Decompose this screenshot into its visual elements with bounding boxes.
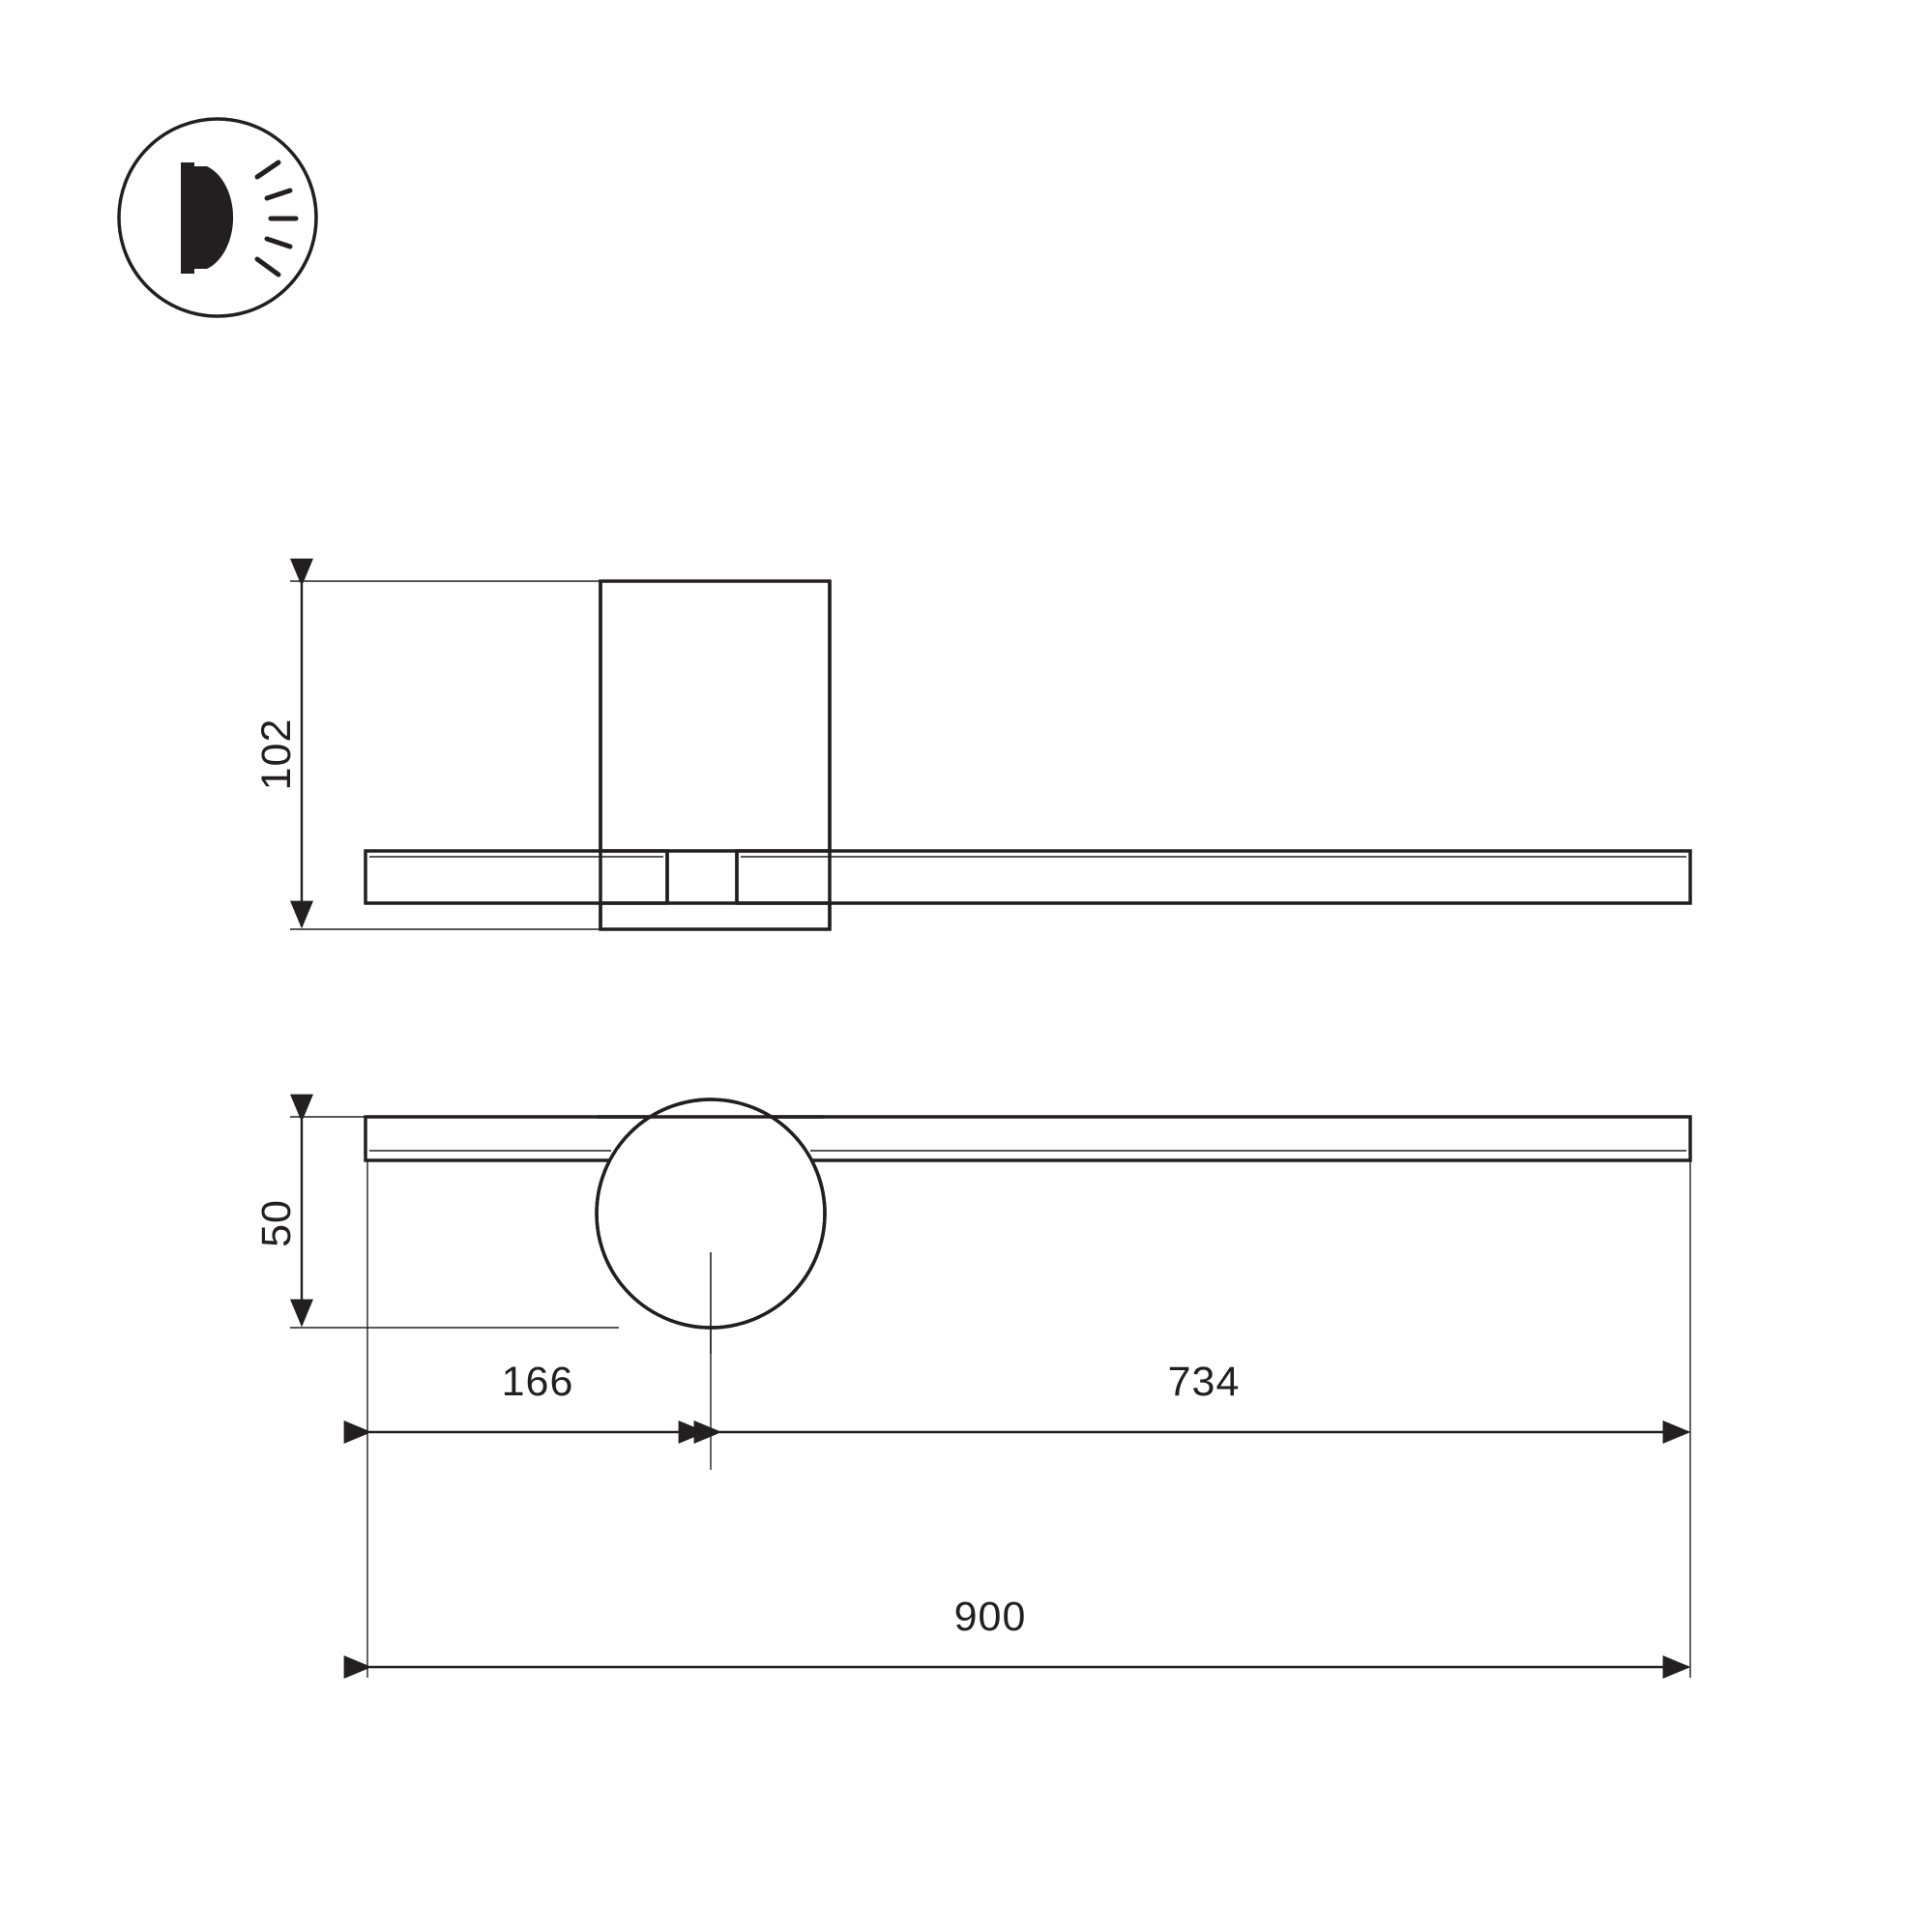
front-view [366,581,1690,929]
dimension-734-label: 734 [1167,1359,1241,1405]
dimension-102-label: 102 [253,717,300,791]
wall-mounted-light-icon [119,119,316,316]
dimension-166 [369,1359,704,1432]
dimension-50-label: 50 [253,1199,300,1247]
dimension-734 [719,1359,1688,1432]
front-view-extension-lines [290,581,600,929]
dimension-50 [253,1120,302,1325]
dimension-102 [253,584,302,926]
dimension-900 [369,1594,1688,1667]
dimension-166-label: 166 [501,1359,574,1405]
dimension-900-label: 900 [953,1594,1027,1640]
top-view [366,1099,1690,1328]
